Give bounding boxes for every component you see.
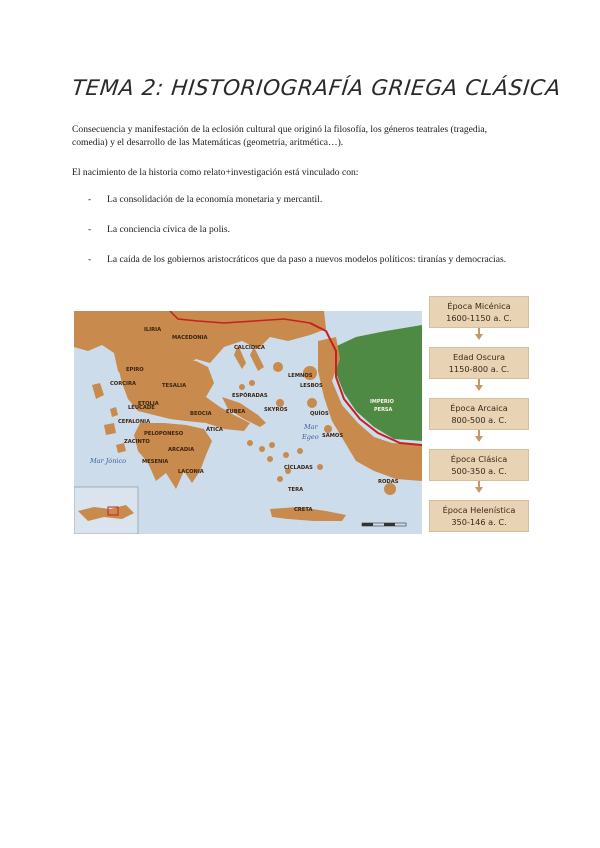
map-label-corcira: CORCIRA [110,381,136,387]
map-label-eubea: EUBEA [226,409,246,415]
list-item [88,193,520,206]
list-item [88,253,520,266]
map-label-persa: PERSA [374,407,393,413]
timeline-period-name: Época Clásica [450,454,508,464]
map-label-etolia: ETOLIA [138,401,159,407]
timeline-item [429,296,529,328]
map-label-iliria: ILIRIA [144,327,162,333]
map-label-calcidica: CALCÍDICA [234,345,265,351]
timeline-period-dates: 800-500 a. C. [451,415,507,425]
map-label-laconia: LACONIA [178,469,204,475]
map-label-imperio: IMPERIO [370,399,394,405]
greece-map [74,311,422,534]
map-label-creta: CRETA [294,507,313,513]
timeline-item [429,398,529,430]
timeline-period-dates: 350-146 a. C. [451,517,507,527]
timeline-period-dates: 500-350 a. C. [451,466,507,476]
map-label-tesalia: TESALIA [162,383,187,389]
arrow-down-icon [475,481,483,493]
timeline [427,296,531,532]
map-label-mesenia: MESENIA [142,459,169,465]
map-label-skyros: SKYROS [264,407,288,413]
map-label-macedonia: MACEDONIA [172,335,208,341]
map-label-samos: SAMOS [322,433,344,439]
timeline-period-dates: 1600-1150 a. C. [446,313,512,323]
bullet-list [88,193,520,283]
map-label-quios: QUÍOS [310,411,329,417]
list-item [88,223,520,236]
map-label-mar-jonico: Mar Jónico [90,457,127,465]
timeline-period-name: Edad Oscura [453,352,505,362]
timeline-period-name: Época Micénica [447,301,511,311]
timeline-item [429,449,529,481]
map-label-leucade: LÉUCADE [128,405,155,411]
map-label-epiro: EPIRO [126,367,144,373]
lead-paragraph: El nacimiento de la historia como relato+investigación está vinculado con: [72,167,359,178]
arrow-down-icon [475,328,483,340]
map-label-atica: ÁTICA [206,427,223,433]
bullet-marker: - [88,194,92,205]
timeline-item [429,347,529,379]
intro-paragraph: Consecuencia y manifestación de la eclosión cultural que originó la filosofía, los géneros teatrales (tragedia, comedia) y el desarrollo de las Matemáticas (geometría, aritmética…). [72,124,488,149]
map-label-tera: TERA [288,487,304,493]
map-label-esporadas: ESPÓRADAS [232,393,268,399]
bullet-text: La caída de los gobiernos aristocráticos que da paso a nuevos modelos políticos: tiranías y democracias. [107,253,507,265]
timeline-period-dates: 1150-800 a. C. [448,364,510,374]
timeline-item [429,500,529,532]
bullet-marker: - [88,223,92,235]
timeline-period-name: Época Helenística [442,505,516,515]
map-label-cicladas: CÍCLADAS [284,465,313,471]
arrow-down-icon [475,430,483,442]
map-label-arcadia: ARCADIA [168,447,195,453]
map-label-zacinto: ZACINTO [124,439,150,445]
page-title: TEMA 2: HISTORIOGRAFÍA GRIEGA CLÁSICA [70,76,563,101]
bullet-text: La consolidación de la economía monetaria y mercantil. [107,194,323,205]
map-label-egeo: Egeo [302,433,319,441]
map-label-mar: Mar [304,423,318,431]
timeline-period-name: Época Arcaica [450,403,508,413]
map-label-cefalonia: CEFALONIA [118,419,151,425]
map-label-lemnos: LEMNOS [288,373,313,379]
map-label-lesbos: LESBOS [300,383,323,389]
bullet-text: La conciencia cívica de la polis. [107,223,231,235]
map-label-beocia: BEOCIA [190,411,212,417]
map-label-rodas: RODAS [378,479,399,485]
map-label-peloponeso: PELOPONESO [144,431,184,437]
arrow-down-icon [475,379,483,391]
bullet-marker: - [88,253,92,265]
